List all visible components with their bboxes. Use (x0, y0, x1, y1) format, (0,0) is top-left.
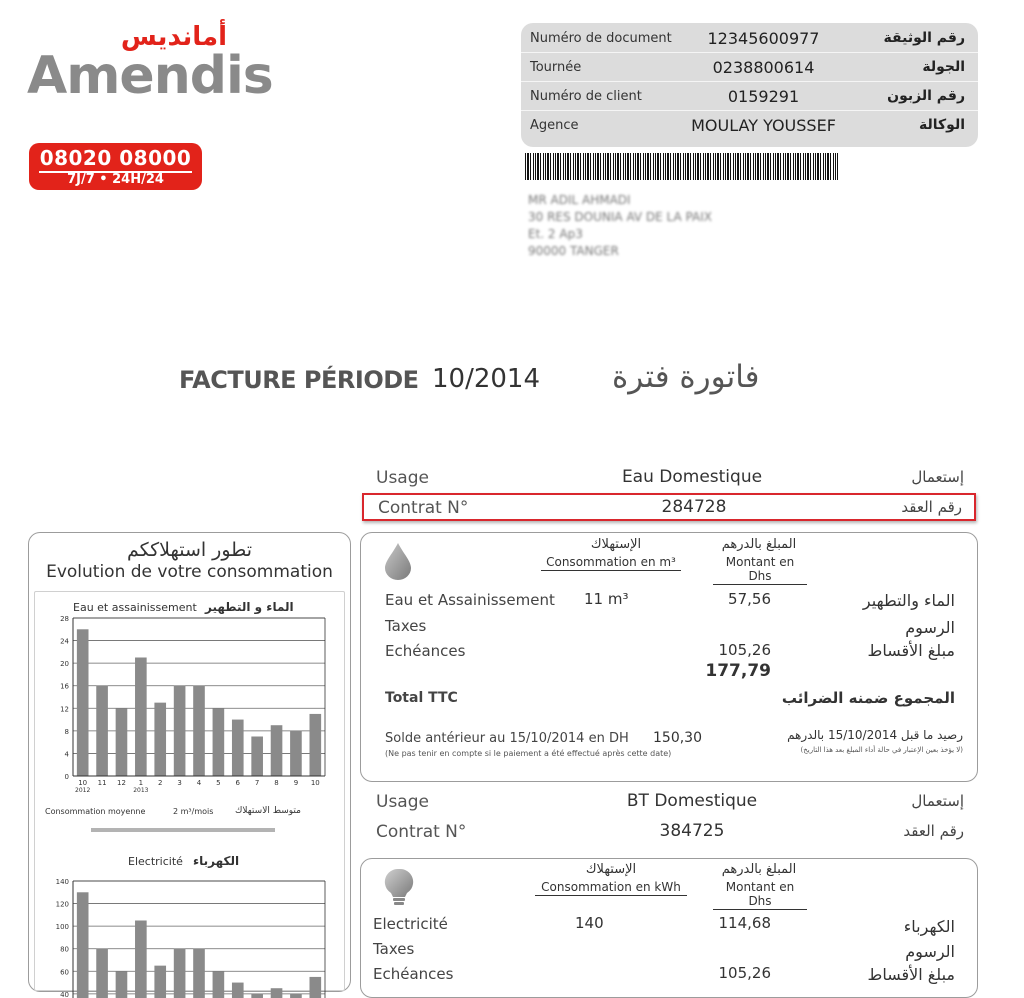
address-line: 30 RES DOUNIA AV DE LA PAIX (528, 209, 712, 226)
x-tick-label: 4 (197, 779, 202, 787)
bar (174, 686, 186, 776)
line-label-fr: Taxes (385, 617, 426, 635)
evolution-charts-frame (34, 591, 345, 991)
line-label-ar: مبلغ الأقساط (868, 965, 955, 984)
y-tick-label: 0 (65, 773, 69, 781)
water-consumption-box (360, 532, 978, 782)
header-consumption-ar: الإستهلاك (541, 537, 691, 552)
elec-consumption-box (360, 858, 978, 998)
contract-label-ar: رقم العقد (903, 822, 964, 840)
bar (116, 708, 128, 776)
header-consumption-ar: الإستهلاك (536, 862, 686, 877)
line-quantity: 140 (575, 914, 604, 932)
x-tick-label: 3 (177, 779, 181, 787)
average-value: 2 m³/mois (173, 807, 213, 816)
address-line: MR ADIL AHMADI (528, 192, 712, 209)
previous-balance-label: Solde antérieur au 15/10/2014 en DH (385, 731, 629, 746)
evolution-title-fr: Evolution de votre consommation (29, 562, 350, 582)
total-ttc-label: Total TTC (385, 690, 458, 706)
info-row-client (521, 83, 978, 111)
info-label-fr: Tournée (530, 60, 581, 75)
bar (309, 977, 321, 998)
bar (271, 988, 283, 998)
elec-chart-title-ar: الكهرباء (193, 854, 239, 868)
bar (135, 921, 147, 998)
line-amount: 105,26 (681, 964, 771, 982)
bar (251, 994, 263, 998)
usage-value: Eau Domestique (562, 467, 822, 487)
bar (309, 714, 321, 776)
y-tick-label: 140 (56, 878, 69, 886)
x-year-label: 2012 (75, 787, 90, 794)
x-tick-label: 10 (311, 779, 320, 787)
bar (290, 731, 302, 776)
bar (154, 703, 166, 776)
line-amount: 105,26 (681, 641, 771, 659)
phone-badge (29, 143, 202, 190)
row-divider (521, 81, 978, 82)
water-chart-title-ar: الماء و التطهير (205, 600, 294, 614)
y-tick-label: 16 (60, 683, 69, 691)
light-bulb-icon (383, 867, 415, 907)
contract-value: 384725 (562, 821, 822, 841)
phone-number: 08020 08000 (29, 146, 202, 170)
header-consumption-fr: Consommation en kWh (535, 880, 687, 896)
header-consumption-fr: Consommation en m³ (541, 555, 681, 571)
barcode (525, 153, 838, 180)
usage-label: Usage (376, 468, 429, 488)
contract-value: 284728 (564, 497, 824, 517)
water-usage-row (362, 464, 976, 492)
line-label-fr: Echéances (373, 965, 453, 983)
contract-label-ar: رقم العقد (901, 498, 962, 516)
info-value: MOULAY YOUSSEF (671, 116, 856, 135)
usage-label: Usage (376, 792, 429, 812)
average-label-ar: متوسط الاستهلاك (235, 806, 301, 816)
bar (116, 971, 128, 998)
bar (77, 892, 89, 998)
elec-consumption-chart (43, 877, 333, 989)
y-tick-label: 120 (56, 901, 69, 909)
y-tick-label: 28 (60, 615, 69, 623)
total-ttc-label-ar: المجموع ضمنه الضرائب (782, 689, 955, 707)
x-tick-label: 10 (78, 779, 87, 787)
y-tick-label: 24 (60, 638, 69, 646)
contract-label: Contrat N° (376, 822, 466, 842)
bar (232, 983, 244, 998)
x-tick-label: 5 (216, 779, 220, 787)
previous-balance-value: 150,30 (653, 730, 702, 746)
y-tick-label: 4 (65, 750, 70, 758)
row-divider (521, 52, 978, 53)
invoice-title-fr: FACTURE PÉRIODE (179, 366, 419, 394)
y-tick-label: 20 (60, 660, 69, 668)
x-tick-label: 12 (117, 779, 126, 787)
bar (77, 629, 89, 776)
previous-balance-note-ar: (لا يؤخذ بعين الإعتبار في حالة أداء المبلغ بعد هذا التاريخ) (801, 746, 963, 754)
bar (251, 737, 263, 777)
bar (96, 686, 108, 776)
logo-latin: Amendis (27, 46, 273, 106)
y-tick-label: 8 (65, 728, 69, 736)
y-tick-label: 100 (56, 923, 69, 931)
bar (213, 708, 225, 776)
info-label-ar: رقم الزبون (887, 88, 965, 104)
info-label-ar: رقم الوثيقة (884, 30, 965, 46)
y-tick-label: 80 (60, 946, 69, 954)
line-label-fr: Taxes (373, 940, 414, 958)
y-tick-label: 12 (60, 705, 69, 713)
document-info-box (521, 23, 978, 147)
customer-address (528, 192, 712, 260)
line-label-ar: مبلغ الأقساط (868, 641, 955, 660)
line-label-fr: Echéances (385, 642, 465, 660)
bar (232, 720, 244, 776)
info-label-fr: Numéro de client (530, 89, 642, 104)
info-value: 0238800614 (671, 58, 856, 77)
invoice-title-ar: فاتورة فترة (612, 359, 760, 395)
usage-label-ar: إستعمال (911, 792, 964, 810)
bar (213, 971, 225, 998)
elec-chart-title: Electricité (128, 855, 183, 868)
header-amount-ar: المبلغ بالدرهم (709, 862, 809, 877)
info-label-ar: الوكالة (919, 117, 965, 133)
line-label-fr: Eau et Assainissement (385, 591, 555, 609)
line-label-ar: الماء والتطهير (863, 591, 955, 610)
previous-balance-note: (Ne pas tenir en compte si le paiement a été effectué après cette date) (385, 749, 671, 758)
logo-arabic: أمانديس (121, 22, 227, 52)
x-tick-label: 7 (255, 779, 259, 787)
info-label-ar: الجولة (922, 59, 965, 75)
x-tick-label: 1 (139, 779, 143, 787)
x-tick-label: 8 (274, 779, 278, 787)
water-chart-title: Eau et assainissement (73, 601, 197, 614)
bar (154, 966, 166, 998)
line-label-ar: الرسوم (905, 942, 955, 961)
y-tick-label: 40 (60, 991, 69, 998)
line-quantity: 11 m³ (584, 590, 628, 608)
x-tick-label: 2 (158, 779, 162, 787)
bar (193, 949, 205, 998)
info-label-fr: Agence (530, 118, 579, 133)
average-label: Consommation moyenne (45, 807, 145, 816)
invoice-period: 10/2014 (432, 364, 540, 394)
bar (193, 686, 205, 776)
phone-hours: 7J/7 • 24H/24 (29, 172, 202, 187)
x-tick-label: 6 (236, 779, 241, 787)
bar (271, 725, 283, 776)
bar (135, 658, 147, 777)
address-line: Et. 2 Ap3 (528, 226, 712, 243)
usage-label-ar: إستعمال (911, 468, 964, 486)
line-label-ar: الرسوم (905, 618, 955, 637)
row-divider (521, 110, 978, 111)
bar (96, 949, 108, 998)
consumption-evolution-panel (28, 532, 351, 992)
line-amount: 114,68 (681, 914, 771, 932)
usage-value: BT Domestique (562, 791, 822, 811)
evolution-title-ar: تطور استهلاككم (29, 539, 350, 561)
water-contract-row (362, 493, 976, 521)
bar (290, 994, 302, 998)
line-amount: 57,56 (681, 590, 771, 608)
water-consumption-chart (43, 614, 333, 800)
y-tick-label: 60 (60, 968, 69, 976)
x-tick-label: 9 (294, 779, 298, 787)
elec-usage-row (362, 788, 976, 816)
info-row-document (521, 25, 978, 53)
info-value: 12345600977 (671, 29, 856, 48)
header-amount-fr: Montant en Dhs (713, 555, 807, 585)
line-label-fr: Electricité (373, 915, 448, 933)
total-amount: 177,79 (681, 661, 771, 681)
amendis-logo (27, 20, 267, 100)
info-row-tournee (521, 54, 978, 82)
info-row-agence (521, 112, 978, 140)
line-label-ar: الكهرباء (904, 917, 955, 936)
contract-label: Contrat N° (378, 498, 468, 518)
info-label-fr: Numéro de document (530, 31, 672, 46)
elec-contract-row (362, 818, 976, 846)
x-year-label: 2013 (133, 787, 148, 794)
header-amount-fr: Montant en Dhs (713, 880, 807, 910)
info-value: 0159291 (671, 87, 856, 106)
header-amount-ar: المبلغ بالدرهم (709, 537, 809, 552)
x-tick-label: 11 (98, 779, 107, 787)
bar (174, 949, 186, 998)
water-drop-icon (383, 541, 413, 581)
address-line: 90000 TANGER (528, 243, 712, 260)
previous-balance-label-ar: رصيد ما قبل 15/10/2014 بالدرهم (787, 728, 963, 742)
average-bar (91, 828, 275, 832)
